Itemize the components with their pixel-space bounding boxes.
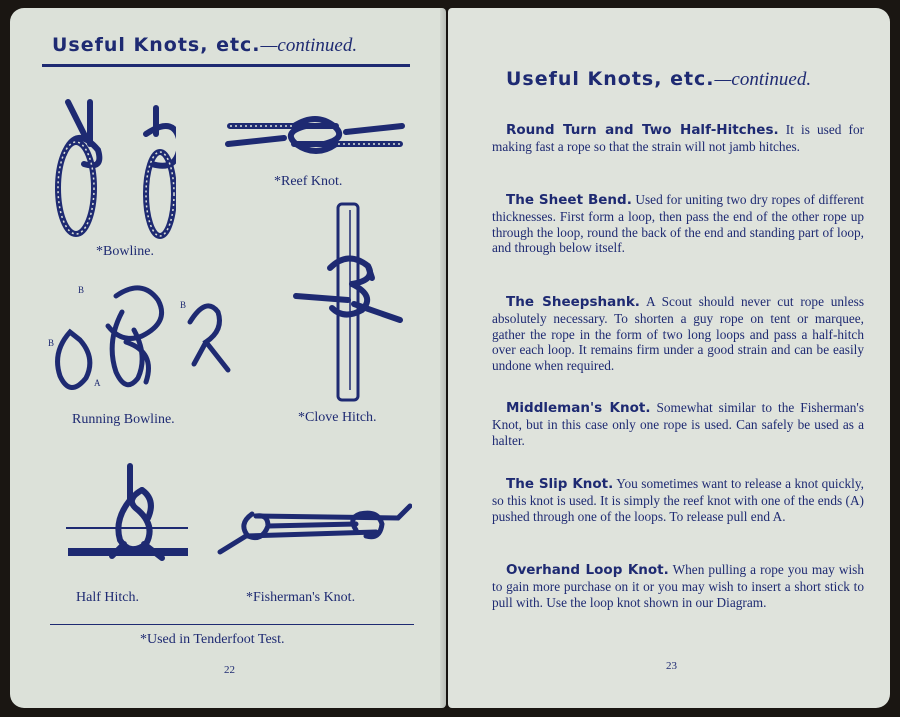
footnote-rule (50, 624, 414, 625)
half-hitch-caption: Half Hitch. (76, 590, 139, 605)
label-b-right: B (180, 300, 187, 310)
running-bowline-caption: Running Bowline. (72, 412, 175, 427)
page-number-right: 23 (666, 660, 677, 672)
reef-knot-illustration (224, 104, 406, 164)
section-middlemans-knot: Middleman's Knot. Somewhat similar to the Fisherman's Knot, but in this case only one rope is used. Can safely be used as a halter. (492, 400, 865, 448)
fishermans-knot-caption: *Fisherman's Knot. (246, 590, 356, 605)
left-page-heading: Useful Knots, etc.—continued. (52, 34, 358, 56)
label-a: A (94, 378, 101, 388)
label-b-top: B (78, 285, 85, 295)
fishermans-knot-illustration (216, 496, 412, 566)
page-number-left: 22 (224, 664, 235, 676)
left-page (10, 8, 446, 708)
section-sheepshank: The Sheepshank. A Scout should never cut rope unless absolutely necessary. To shorten a guy rope on tent or marquee, gather the rope in the form of two long loops and pass a half-hitch over each loop. It remains firm under a good strain and can be easily undone when required. (492, 294, 864, 374)
right-page-heading: Useful Knots, etc.—continued. (506, 68, 812, 90)
section-round-turn: Round Turn and Two Half-Hitches. It is used for making fast a rope so that the strain will not jamb hitches. (492, 122, 865, 154)
right-page (448, 8, 890, 708)
running-bowline-illustration (46, 282, 236, 412)
bowline-illustration (46, 94, 176, 244)
clove-hitch-illustration (292, 200, 408, 410)
reef-knot-caption: *Reef Knot. (274, 174, 343, 189)
half-hitch-illustration (64, 460, 204, 570)
section-slip-knot: The Slip Knot. You sometimes want to release a knot quickly, so this knot is used. It is simply the reef knot with one of the ends (A) pushed through one of the loops. To release pull end A. (492, 476, 864, 524)
section-overhand-loop-knot: Overhand Loop Knot. When pulling a rope you may wish to gain more purchase on it or you may wish to insert a short stick to pull with. Use the loop knot shown in our Diagram. (492, 562, 864, 610)
clove-hitch-caption: *Clove Hitch. (298, 410, 377, 425)
bowline-caption: *Bowline. (96, 244, 154, 259)
section-sheet-bend: The Sheet Bend. Used for uniting two dry ropes of different thicknesses. First form a loop, then pass the end of the other rope up through the loop, round the back of the end and standing part of loop, and through below itself. (492, 192, 865, 256)
footnote: *Used in Tenderfoot Test. (140, 632, 285, 647)
label-b-left: B (48, 338, 55, 348)
heading-rule (42, 64, 410, 67)
